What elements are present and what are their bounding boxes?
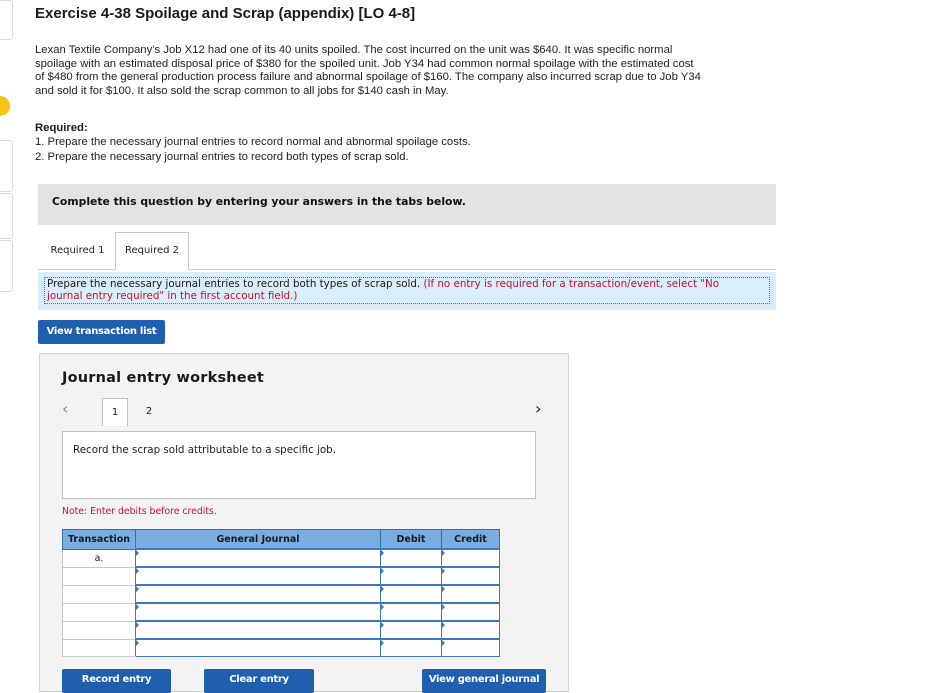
record-instruction-text: Record the scrap sold attributable to a specific job. xyxy=(73,444,336,456)
debit-credit-note: Note: Enter debits before credits. xyxy=(62,506,217,517)
complete-banner-text: Complete this question by entering your answers in the tabs below. xyxy=(52,195,466,208)
column-header-general-journal: General Journal xyxy=(136,530,381,550)
problem-text-line: Lexan Textile Company’s Job X12 had one of its 40 units spoiled. The cost incurred on the unit was $640. It was specific normal xyxy=(35,44,673,56)
worksheet-title: Journal entry worksheet xyxy=(62,370,264,386)
page-title: Exercise 4-38 Spoilage and Scrap (appendix) [LO 4-8] xyxy=(35,5,416,22)
account-select[interactable] xyxy=(136,639,381,657)
transaction-cell xyxy=(63,621,136,639)
instruction-main: Prepare the necessary journal entries to record both types of scrap sold. xyxy=(47,278,421,290)
instruction-hint-1: (If no entry is required for a transaction/event, select "No xyxy=(423,278,720,290)
column-header-credit: Credit xyxy=(442,530,500,550)
transaction-cell: a. xyxy=(63,549,136,567)
debit-input[interactable] xyxy=(381,549,442,567)
page-tab-2[interactable]: 2 xyxy=(145,406,153,417)
transaction-cell xyxy=(63,603,136,621)
instruction-panel xyxy=(38,272,776,310)
account-select[interactable] xyxy=(136,585,381,603)
column-header-transaction: Transaction xyxy=(63,530,136,550)
table-row xyxy=(63,567,500,585)
table-row xyxy=(63,585,500,603)
credit-input[interactable] xyxy=(442,585,500,603)
debit-input[interactable] xyxy=(381,639,442,657)
transaction-cell xyxy=(63,567,136,585)
chevron-right-icon[interactable]: › xyxy=(535,399,542,418)
problem-text-line: and sold it for $100. It also sold the scrap common to all jobs for $140 cash in May. xyxy=(35,84,449,97)
clear-entry-button[interactable]: Clear entry xyxy=(204,669,314,693)
table-row xyxy=(63,621,500,639)
credit-input[interactable] xyxy=(442,603,500,621)
credit-input[interactable] xyxy=(442,567,500,585)
credit-input[interactable] xyxy=(442,549,500,567)
account-select[interactable] xyxy=(136,621,381,639)
page-tab-1[interactable]: 1 xyxy=(102,398,128,426)
tab-required-1[interactable]: Required 1 xyxy=(41,232,114,270)
side-panel-card xyxy=(0,240,13,292)
account-select[interactable] xyxy=(136,549,381,567)
status-dot xyxy=(0,96,10,116)
debit-input[interactable] xyxy=(381,567,442,585)
debit-input[interactable] xyxy=(381,621,442,639)
column-header-debit: Debit xyxy=(381,530,442,550)
account-select[interactable] xyxy=(136,603,381,621)
view-transaction-list-button[interactable]: View transaction list xyxy=(38,320,165,344)
problem-text-line: of $480 from the general production process failure and abnormal spoilage of $160. The company also incurred scrap due to Job Y34 xyxy=(35,71,701,84)
required-heading: Required: xyxy=(35,122,88,134)
table-row xyxy=(63,603,500,621)
side-panel-card xyxy=(0,140,13,192)
journal-table xyxy=(62,529,500,657)
problem-text xyxy=(35,44,790,98)
credit-input[interactable] xyxy=(442,621,500,639)
problem-text-line: spoilage with an estimated disposal price of $380 for the spoiled unit. Job Y34 had common normal spoilage with the estimated cost xyxy=(35,57,694,70)
chevron-left-icon[interactable]: ‹ xyxy=(62,399,69,418)
transaction-cell xyxy=(63,639,136,657)
table-row xyxy=(63,549,500,567)
tab-required-2[interactable]: Required 2 xyxy=(115,232,189,270)
required-item-1: 1. Prepare the necessary journal entries to record normal and abnormal spoilage costs. xyxy=(35,136,471,148)
table-row xyxy=(63,639,500,657)
account-select[interactable] xyxy=(136,567,381,585)
record-entry-button[interactable]: Record entry xyxy=(62,669,171,693)
side-panel-card xyxy=(0,193,13,239)
record-instruction-box xyxy=(62,431,536,499)
complete-banner xyxy=(38,184,776,225)
journal-worksheet xyxy=(39,353,569,692)
side-panel-card xyxy=(0,0,13,40)
instruction-text xyxy=(44,277,770,304)
transaction-cell xyxy=(63,585,136,603)
instruction-hint-2: journal entry required" in the first account field.) xyxy=(47,290,298,302)
credit-input[interactable] xyxy=(442,639,500,657)
view-general-journal-button[interactable]: View general journal xyxy=(422,669,546,693)
debit-input[interactable] xyxy=(381,585,442,603)
debit-input[interactable] xyxy=(381,603,442,621)
required-item-2: 2. Prepare the necessary journal entries to record both types of scrap sold. xyxy=(35,151,409,163)
